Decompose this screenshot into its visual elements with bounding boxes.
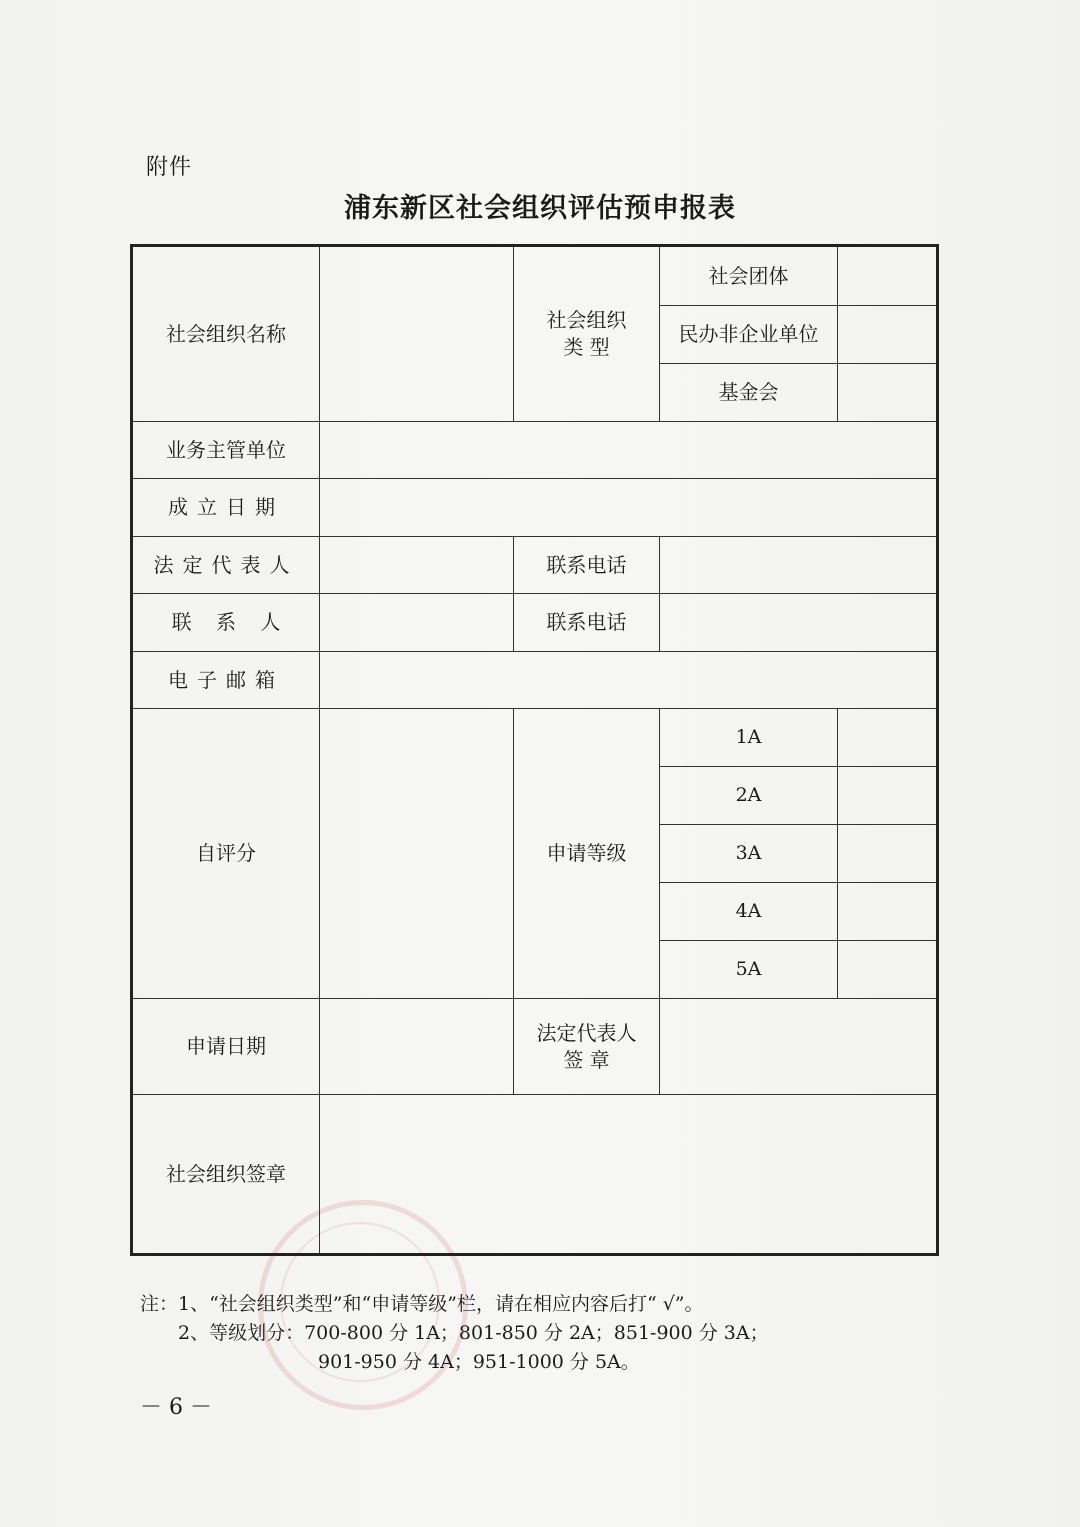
legal-rep-sign-label — [514, 999, 660, 1095]
org-seal-field[interactable] — [320, 1095, 938, 1255]
page-number: － 6 － — [140, 1395, 212, 1420]
org-type-option: 民办非企业单位 — [660, 306, 838, 364]
attachment-label: 附件 — [146, 155, 193, 180]
grade-check-cell[interactable] — [838, 941, 938, 999]
self-score-field[interactable] — [320, 709, 514, 999]
email-label: 电子邮箱 — [132, 652, 320, 709]
org-seal-label: 社会组织签章 — [132, 1095, 320, 1255]
grade-option: 5A — [660, 941, 838, 999]
grade-check-cell[interactable] — [838, 767, 938, 825]
form-notes — [140, 1290, 769, 1377]
grade-option: 1A — [660, 709, 838, 767]
org-name-field[interactable] — [320, 246, 514, 422]
grade-option: 4A — [660, 883, 838, 941]
phone-label: 联系电话 — [514, 594, 660, 652]
phone-label: 联系电话 — [514, 537, 660, 594]
supervisor-field[interactable] — [320, 422, 938, 479]
note-line-2: 2、等级划分：700-800 分 1A；801-850 分 2A；851-900 分 3A； — [178, 1322, 769, 1344]
contact-field[interactable] — [320, 594, 514, 652]
org-type-label — [514, 246, 660, 422]
legal-rep-phone-field[interactable] — [660, 537, 938, 594]
org-type-label-line2: 类 型 — [563, 335, 610, 359]
grade-label: 申请等级 — [514, 709, 660, 999]
legal-rep-sign-field[interactable] — [660, 999, 938, 1095]
grade-check-cell[interactable] — [838, 709, 938, 767]
org-type-option: 社会团体 — [660, 246, 838, 306]
org-type-check-cell[interactable] — [838, 246, 938, 306]
contact-phone-field[interactable] — [660, 594, 938, 652]
legal-rep-field[interactable] — [320, 537, 514, 594]
email-field[interactable] — [320, 652, 938, 709]
contact-label: 联 系 人 — [132, 594, 320, 652]
org-type-label-line1: 社会组织 — [546, 308, 627, 332]
apply-date-label: 申请日期 — [132, 999, 320, 1095]
grade-check-cell[interactable] — [838, 825, 938, 883]
grade-option: 3A — [660, 825, 838, 883]
established-date-label: 成立日期 — [132, 479, 320, 537]
legal-rep-sign-line1: 法定代表人 — [536, 1020, 637, 1045]
org-type-check-cell[interactable] — [838, 306, 938, 364]
legal-rep-label: 法定代表人 — [132, 537, 320, 594]
org-type-check-cell[interactable] — [838, 364, 938, 422]
apply-date-field[interactable] — [320, 999, 514, 1095]
note-line-1: 注：1、“社会组织类型”和“申请等级”栏，请在相应内容后打“ √”。 — [140, 1293, 704, 1315]
grade-check-cell[interactable] — [838, 883, 938, 941]
application-form-table — [130, 244, 939, 1256]
org-name-label: 社会组织名称 — [132, 246, 320, 422]
org-type-option: 基金会 — [660, 364, 838, 422]
supervisor-label: 业务主管单位 — [132, 422, 320, 479]
legal-rep-sign-line2: 签 章 — [563, 1047, 610, 1072]
note-line-3: 901-950 分 4A；951-1000 分 5A。 — [318, 1351, 640, 1373]
form-title: 浦东新区社会组织评估预申报表 — [344, 193, 736, 224]
self-score-label: 自评分 — [132, 709, 320, 999]
grade-option: 2A — [660, 767, 838, 825]
established-date-field[interactable] — [320, 479, 938, 537]
